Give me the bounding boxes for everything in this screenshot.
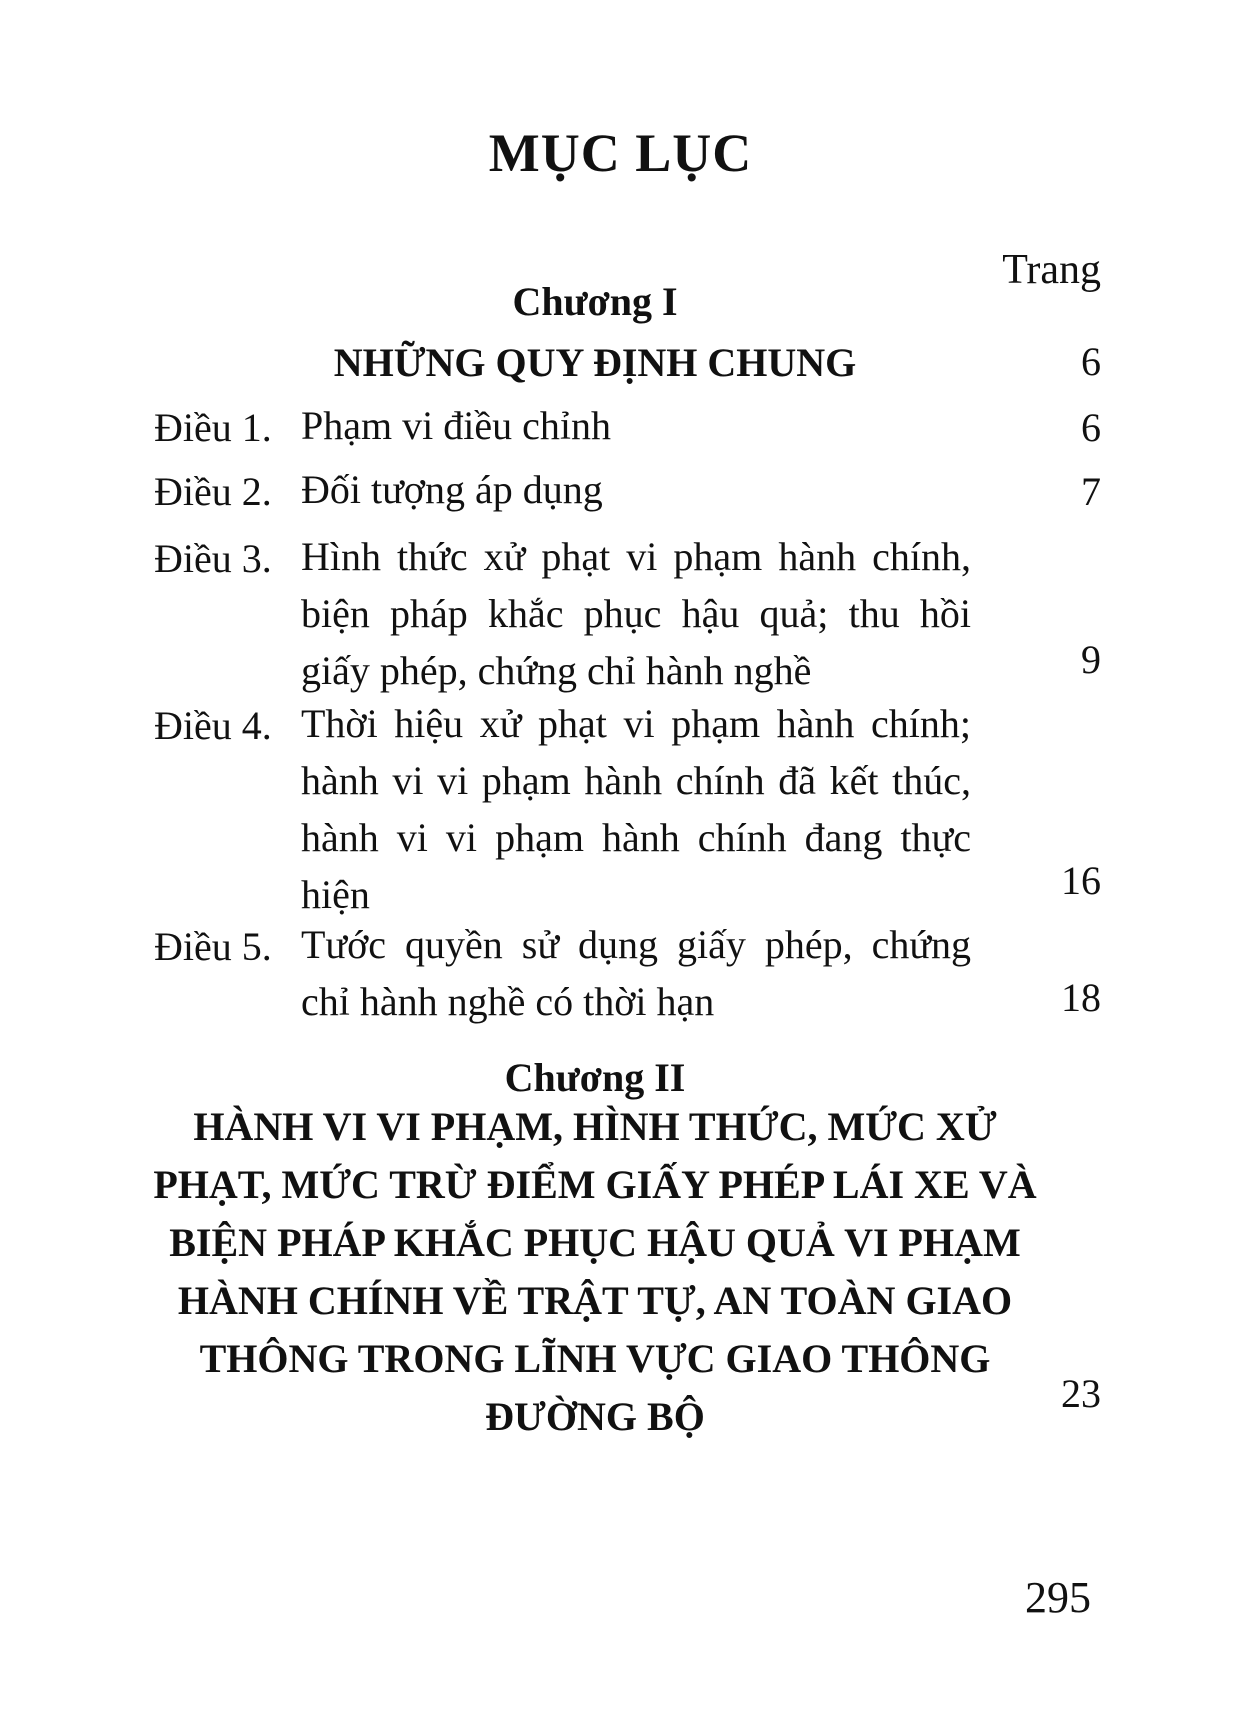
chapter-1-label: Chương I: [512, 279, 678, 324]
footer-page-number: 295: [1025, 1573, 1091, 1622]
article-2-number: Điều 2.: [154, 469, 272, 514]
page-title: MỤC LỤC: [488, 123, 753, 183]
article-5-title: Tước quyền sử dụng giấy phép, chứng chỉ hành nghề có thời hạn: [301, 922, 971, 1024]
chapter-2-label: Chương II: [504, 1055, 686, 1100]
article-3-title: Hình thức xử phạt vi phạm hành chính, biện pháp khắc phục hậu quả; thu hồi giấy phép, chứng chỉ hành nghề: [301, 534, 971, 693]
chapter-1-title: NHỮNG QUY ĐỊNH CHUNG: [333, 340, 857, 385]
article-1-number: Điều 1.: [154, 405, 272, 450]
article-2-title: Đối tượng áp dụng: [301, 467, 603, 512]
article-4-page: 16: [1061, 858, 1101, 903]
article-4-title: Thời hiệu xử phạt vi phạm hành chính; hành vi vi phạm hành chính đã kết thúc, hành vi vi phạm hành chính đang thực hiện: [301, 701, 971, 917]
article-5-number: Điều 5.: [154, 924, 272, 969]
article-1-page: 6: [1081, 405, 1101, 450]
chapter-1-page: 6: [1081, 339, 1101, 384]
page-column-label: Trang: [1002, 247, 1101, 293]
article-2-page: 7: [1081, 469, 1101, 514]
article-3-page: 9: [1081, 637, 1101, 682]
chapter-2-page: 23: [1061, 1371, 1101, 1416]
article-1-title: Phạm vi điều chỉnh: [301, 403, 611, 448]
chapter-2-title: HÀNH VI VI PHẠM, HÌNH THỨC, MỨC XỬ PHẠT, MỨC TRỪ ĐIỂM GIẤY PHÉP LÁI XE VÀ BIỆN PHÁP KHẮC PHỤC HẬU QUẢ VI PHẠM HÀNH CHÍNH VỀ TRẬT TỰ, AN TOÀN GIAO THÔNG TRONG LĨNH VỰC GIAO THÔNG ĐƯỜNG BỘ: [153, 1104, 1037, 1439]
article-3-number: Điều 3.: [154, 536, 272, 581]
article-5-page: 18: [1061, 975, 1101, 1020]
article-4-number: Điều 4.: [154, 703, 272, 748]
